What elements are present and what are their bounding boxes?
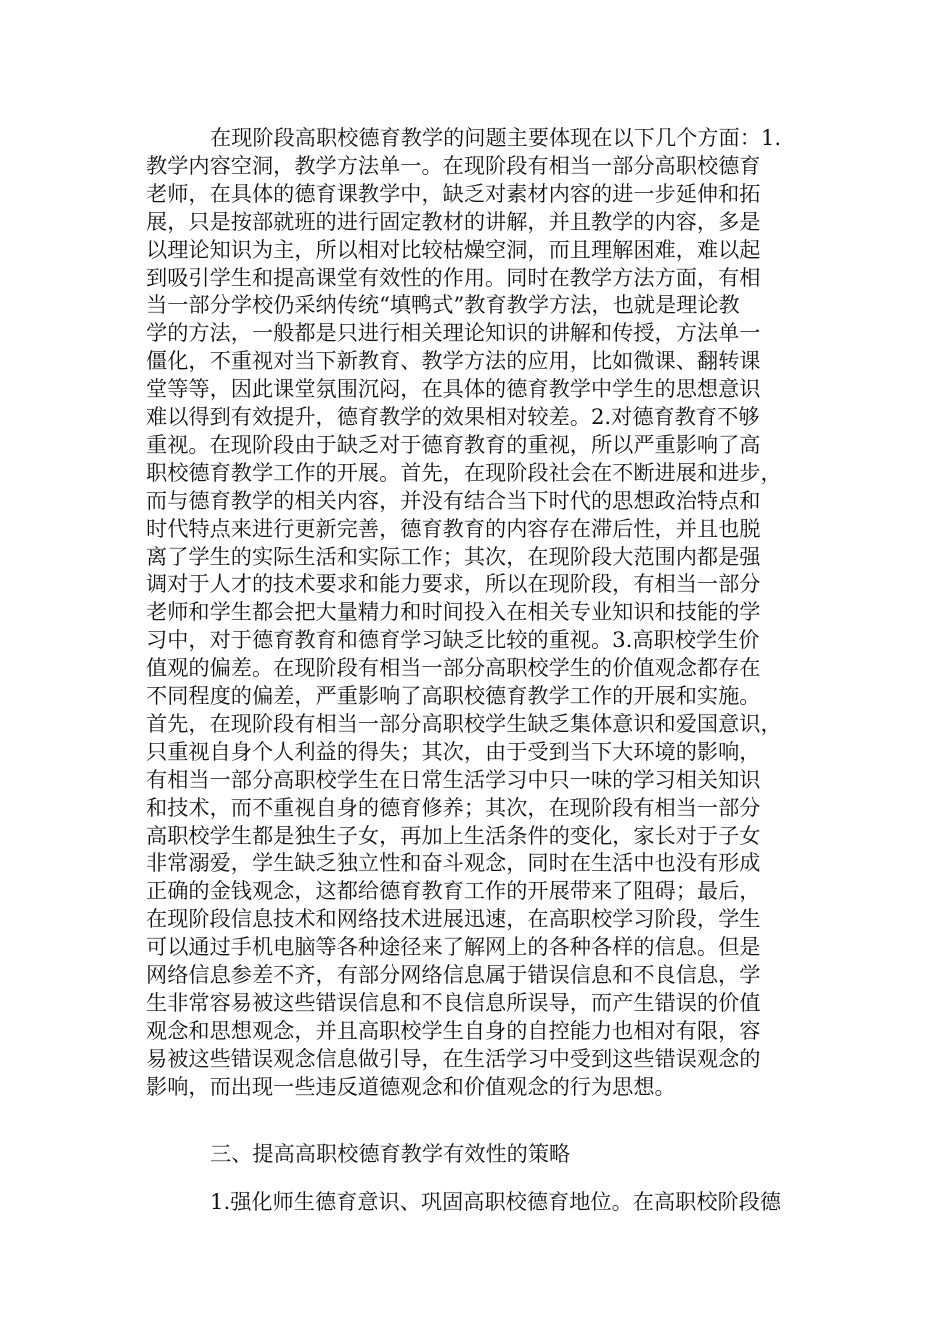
paragraph-line: 首先，在现阶段有相当一部分高职校学生缺乏集体意识和爱国意识，	[146, 710, 782, 736]
paragraph-line: 正确的金钱观念，这都给德育教育工作的开展带来了阻碍；最后，	[146, 878, 761, 904]
paragraph-line: 易被这些错误观念信息做引导，在生活学习中受到这些错误观念的	[146, 1045, 761, 1071]
paragraph-line: 重视。在现阶段由于缺乏对于德育教育的重视，所以严重影响了高	[146, 431, 761, 457]
paragraph-line: 有相当一部分高职校学生在日常生活学习中只一味的学习相关知识	[146, 766, 761, 792]
paragraph-line: 和技术，而不重视自身的德育修养；其次，在现阶段有相当一部分	[146, 794, 761, 820]
paragraph-line: 值观的偏差。在现阶段有相当一部分高职校学生的价值观念都存在	[146, 655, 761, 681]
section-heading: 三、提高高职校德育教学有效性的策略	[210, 1141, 571, 1166]
paragraph-line: 学的方法，一般都是只进行相关理论知识的讲解和传授，方法单一	[146, 320, 761, 346]
paragraph-line: 习中，对于德育教育和德育学习缺乏比较的重视。3.高职校学生价	[146, 627, 760, 653]
paragraph-line: 在现阶段高职校德育教学的问题主要体现在以下几个方面：1.	[210, 125, 782, 150]
paragraph-line: 堂等等，因此课堂氛围沉闷，在具体的德育教学中学生的思想意识	[146, 376, 761, 402]
paragraph-line: 而与德育教学的相关内容，并没有结合当下时代的思想政治特点和	[146, 487, 761, 513]
paragraph-line: 观念和思想观念，并且高职校学生自身的自控能力也相对有限，容	[146, 1017, 761, 1043]
paragraph-line: 高职校学生都是独生子女，再加上生活条件的变化，家长对于子女	[146, 822, 761, 848]
paragraph-line: 难以得到有效提升，德育教学的效果相对较差。2.对德育教育不够	[146, 404, 760, 429]
paragraph-line: 只重视自身个人利益的得失；其次，由于受到当下大环境的影响，	[146, 738, 761, 764]
paragraph-line: 非常溺爱，学生缺乏独立性和奋斗观念，同时在生活中也没有形成	[146, 850, 761, 876]
paragraph-line: 可以通过手机电脑等各种途径来了解网上的各种各样的信息。但是	[146, 934, 761, 960]
paragraph-line: 在现阶段信息技术和网络技术进展迅速，在高职校学习阶段，学生	[146, 906, 761, 932]
paragraph-start: 1.强化师生德育意识、巩固高职校德育地位。在高职校阶段德	[210, 1189, 782, 1214]
paragraph-line: 职校德育教学工作的开展。首先，在现阶段社会在不断进展和进步，	[146, 459, 782, 485]
paragraph-line: 离了学生的实际生活和实际工作；其次，在现阶段大范围内都是强	[146, 543, 761, 569]
paragraph-line: 教学内容空洞，教学方法单一。在现阶段有相当一部分高职校德育	[146, 152, 761, 178]
paragraph-line: 当一部分学校仍采纳传统“填鸭式”教育教学方法，也就是理论教	[146, 292, 740, 318]
paragraph-line: 调对于人才的技术要求和能力要求，所以在现阶段，有相当一部分	[146, 571, 761, 597]
paragraph-line: 到吸引学生和提高课堂有效性的作用。同时在教学方法方面，有相	[146, 264, 761, 290]
paragraph-line: 生非常容易被这些错误信息和不良信息所误导，而产生错误的价值	[146, 989, 761, 1015]
paragraph-line: 时代特点来进行更新完善，德育教育的内容存在滞后性，并且也脱	[146, 515, 761, 541]
paragraph-line: 老师，在具体的德育课教学中，缺乏对素材内容的进一步延伸和拓	[146, 180, 761, 206]
paragraph-line: 以理论知识为主，所以相对比较枯燥空洞，而且理解困难，难以起	[146, 236, 761, 262]
paragraph-line: 网络信息参差不齐，有部分网络信息属于错误信息和不良信息，学	[146, 962, 761, 987]
paragraph-line: 僵化，不重视对当下新教育、教学方法的应用，比如微课、翻转课	[146, 348, 761, 374]
paragraph-line: 不同程度的偏差，严重影响了高职校德育教学工作的开展和实施。	[146, 683, 761, 708]
paragraph-line: 老师和学生都会把大量精力和时间投入在相关专业知识和技能的学	[146, 599, 761, 625]
paragraph-line: 展，只是按部就班的进行固定教材的讲解，并且教学的内容，多是	[146, 208, 761, 234]
paragraph-line: 影响，而出现一些违反道德观念和价值观念的行为思想。	[146, 1073, 676, 1099]
